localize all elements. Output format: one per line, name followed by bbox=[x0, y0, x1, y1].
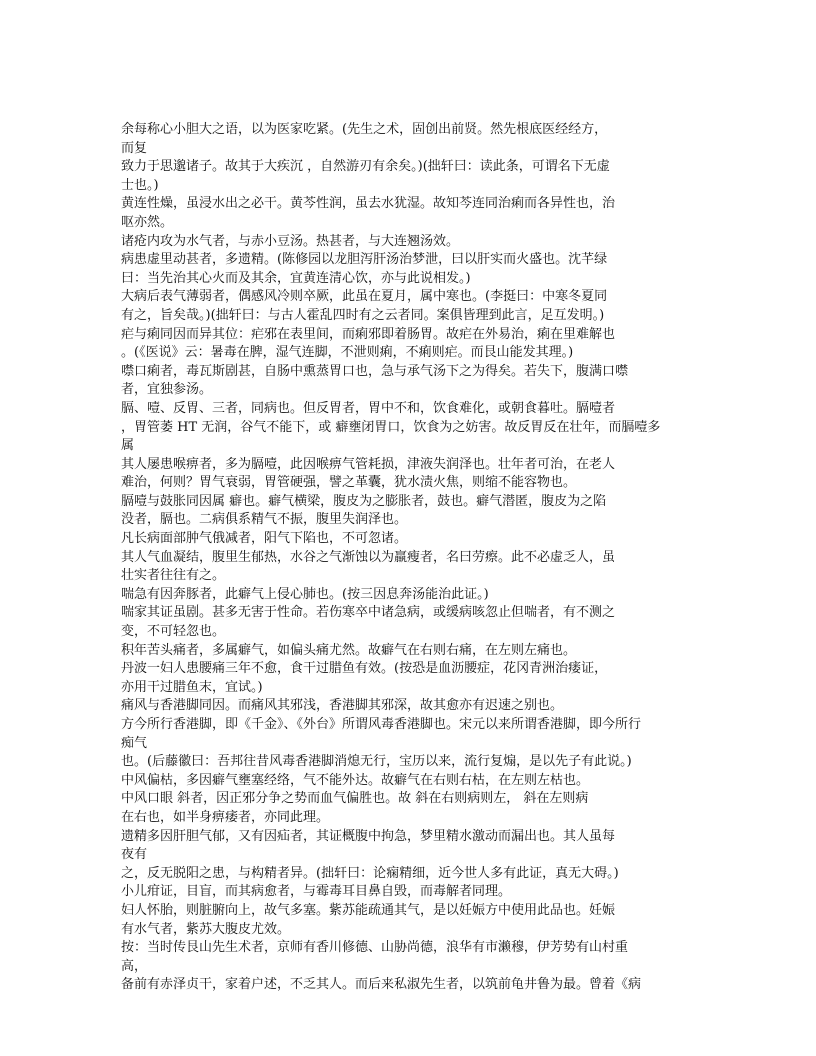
text-line: 喘急有因奔豚者，此癖气上侵心肺也。(按三因息奔汤能治此证。) bbox=[121, 586, 489, 602]
text-line: 中风口眼 斜者，因正邪分争之势而血气偏胜也。故 斜在右则病则左， 斜在左则病 bbox=[121, 791, 589, 807]
text-line: 大病后表气薄弱者，偶感风冷则卒厥，此虽在夏月，属中寒也。(李挺曰：中寒冬夏同 bbox=[121, 289, 608, 305]
text-line: 噤口痢者，毒瓦斯剧甚，自肠中熏蒸胃口也，急与承气汤下之为得矣。若失下，腹满口噤 bbox=[121, 363, 629, 379]
text-line: 其人屡患喉痹者，多为膈噎，此因喉痹气管耗损，津液失润泽也。壮年者可治，在老人 bbox=[121, 456, 616, 472]
text-line: 丹波一妇人患腰痛三年不愈，食干过腊鱼有效。(按恐是血沥腰症，花冈青洲治瘘证， bbox=[121, 661, 608, 677]
text-line: 中风偏枯，多因癖气壅塞经络，气不能外达。故癖气在右则右枯，在左则左枯也。 bbox=[121, 772, 590, 788]
text-line: 夜有 bbox=[121, 847, 148, 863]
text-line: 痴气 bbox=[121, 735, 148, 751]
text-line: 妇人怀胎，则脏腑向上，故气多塞。紫苏能疏通其气，是以妊娠方中使用此品也。妊娠 bbox=[121, 902, 616, 918]
text-line: 壮实者往往有之。 bbox=[121, 568, 226, 584]
text-line: 有之，旨矣哉。)(拙轩曰：与古人霍乱四时有之云者同。案俱皆理到此言，足互发明。) bbox=[121, 307, 605, 323]
text-line: 疟与痢同因而异其位：疟邪在表里间，而痢邪即着肠胃。故疟在外易治，痢在里难解也 bbox=[121, 326, 616, 342]
text-line: 呕亦然。 bbox=[121, 214, 174, 230]
text-line: 士也。) bbox=[121, 177, 159, 193]
text-line: 凡长病面部肿气俄减者，阳气下陷也，不可忽诸。 bbox=[121, 531, 408, 547]
text-line: 在右也，如半身痹痿者，亦同此理。 bbox=[121, 809, 330, 825]
text-line: 也。(后藤徽曰：吾邦往昔风毒香港脚消熄无行，宝历以来，流行复煽，是以先子有此说。) bbox=[121, 754, 632, 770]
text-line: 有水气者，紫苏大腹皮尤效。 bbox=[121, 921, 291, 937]
text-line: 诸疮内攻为水气者，与赤小豆汤。热甚者，与大连翘汤效。 bbox=[121, 233, 460, 249]
text-line: 难治，何则？胃气衰弱，胃管硬强，譬之革囊，犹水渍火焦，则缩不能容物也。 bbox=[121, 475, 577, 491]
text-line: 膈、噎、反胃、三者，同病也。但反胃者，胃中不和，饮食难化，或朝食暮吐。膈噎者 bbox=[121, 400, 616, 416]
text-line: 备前有赤泽贞干，家着户述，不乏其人。而后来私淑先生者，以筑前龟井鲁为最。曾着《病 bbox=[121, 977, 642, 993]
text-line: 者，宜独参汤。 bbox=[121, 382, 213, 398]
text-line: 属 bbox=[121, 438, 135, 454]
text-line: 黄连性燥，虽浸水出之必干。黄芩性润，虽去水犹湿。故知芩连同治痢而各异性也，治 bbox=[121, 196, 616, 212]
text-line: 按：当时传艮山先生术者，京师有香川修德、山胁尚德，浪华有市濑穆，伊芳势有山村重 bbox=[121, 940, 629, 956]
text-line: 。(《医说》云：暑毒在脾，湿气连脚，不泄则痢，不痢则疟。而艮山能发其理。) bbox=[121, 345, 574, 361]
text-line: 痛风与香港脚同因。而痛风其邪浅，香港脚其邪深，故其愈亦有迟速之别也。 bbox=[121, 698, 564, 714]
text-line: 方今所行香港脚，即《千金》、《外台》所谓风毒香港脚也。宋元以来所谓香港脚，即今所行 bbox=[121, 717, 642, 732]
text-line: 没者，膈也。二病俱系精气不振，腹里失润泽也。 bbox=[121, 512, 408, 528]
text-line: 膈噎与鼓胀同因属 癖也。癖气横梁，腹皮为之膨胀者，鼓也。癖气潜匿，腹皮为之陷 bbox=[121, 493, 607, 509]
text-line: 变，不可轻忽也。 bbox=[121, 624, 226, 640]
text-line: 小儿疳证，目盲，而其病愈者，与霉毒耳目鼻自毁，而毒解者同理。 bbox=[121, 884, 512, 900]
text-line: 曰：当先治其心火而及其余，宜黄连清心饮，亦与此说相发。) bbox=[121, 270, 471, 286]
text-line: 病患虚里动甚者，多遗精。(陈修园以龙胆泻肝汤治梦泄，曰以肝实而火盛也。沈芊绿 bbox=[121, 252, 608, 268]
text-line: ，胃管萎 HT 无润，谷气不能下，或 癖壅闭胃口，饮食为之妨害。故反胃反在壮年，而膈噎多 bbox=[121, 419, 661, 435]
text-line: 喘家其证虽剧。甚多无害于性命。若伤寒卒中诸急病，或缓病咳忽止但喘者，有不测之 bbox=[121, 605, 616, 621]
text-line: 亦用干过腊鱼末，宜试。) bbox=[121, 679, 263, 695]
text-line: 而复 bbox=[121, 140, 148, 156]
text-line: 之，反无脱阳之患，与构精者异。(拙轩曰：论痫精细，近今世人多有此证，真无大碍。) bbox=[121, 865, 619, 881]
text-line: 致力于思邈诸子。故其于大疾沉 ，自然游刃有余矣。)(拙轩曰：读此条，可谓名下无虚 bbox=[121, 159, 610, 175]
text-line: 遗精多因肝胆气郁，又有因疝者，其证概腹中拘急，梦里精水激动而漏出也。其人虽每 bbox=[121, 828, 616, 844]
text-line: 积年苦头痛者，多属癖气，如偏头痛尤然。故癖气在右则右痛，在左则左痛也。 bbox=[121, 642, 577, 658]
body-text bbox=[121, 121, 691, 995]
text-line: 余每称心小胆大之语，以为医家吃紧。(先生之术，固创出前贤。然先根底医经经方， bbox=[121, 122, 608, 137]
text-line: 其人气血凝结，腹里生郁热，水谷之气渐蚀以为羸瘦者，名曰劳瘵。此不必虚乏人，虽 bbox=[121, 549, 616, 565]
text-line: 高， bbox=[121, 958, 148, 974]
